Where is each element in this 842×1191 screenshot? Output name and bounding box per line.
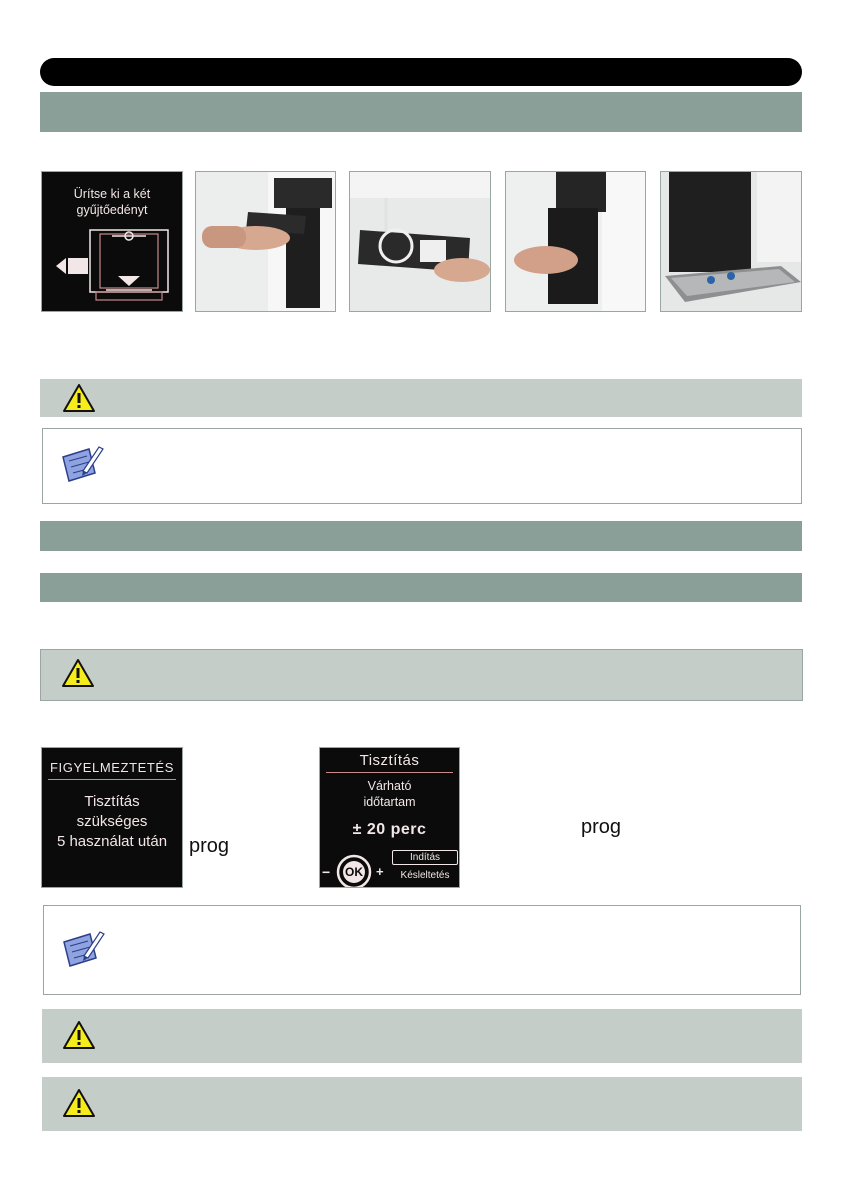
ok-dial-icon[interactable]	[336, 854, 372, 888]
prog-label: prog	[581, 816, 622, 838]
thumb-line-2: gyűjtőedényt	[76, 203, 148, 217]
warning-bar	[40, 379, 802, 417]
section-header-band-3	[40, 573, 802, 602]
photo-drip-tray-grid	[660, 171, 802, 312]
screen-line-3: 5 használat után	[56, 833, 168, 850]
prog-label: prog	[189, 835, 230, 857]
warning-triangle-icon	[62, 1020, 96, 1050]
start-button[interactable]: Indítás	[392, 850, 458, 865]
warning-triangle-icon	[62, 1088, 96, 1118]
top-black-bar	[40, 58, 802, 86]
minus-sign: −	[322, 864, 331, 880]
thumb-empty-containers-screen	[41, 171, 183, 312]
photo-drip-tray-rinsing	[349, 171, 491, 312]
note-box-2	[43, 905, 801, 995]
ok-label: OK	[345, 865, 363, 879]
duration-value: ± 20 perc	[352, 821, 427, 838]
warning-bar-3	[42, 1009, 802, 1063]
delay-label: Késleltetés	[400, 870, 450, 881]
warning-triangle-icon	[61, 658, 95, 688]
screen-line-1: Várható	[367, 779, 412, 793]
section-header-band-2	[40, 521, 802, 551]
display-cleaning-warning	[41, 747, 183, 888]
screen-line-1: Tisztítás	[84, 793, 140, 810]
display-cleaning-start	[319, 747, 460, 888]
photo-removing-drip-tray	[195, 171, 336, 312]
warning-triangle-icon	[62, 383, 96, 413]
warning-bar-4	[42, 1077, 802, 1131]
screen-divider	[48, 779, 176, 780]
note-box	[42, 428, 802, 504]
note-pencil-icon	[61, 443, 105, 483]
warning-box	[40, 649, 803, 701]
screen-line-2: szükséges	[76, 813, 148, 830]
thumb-line-1: Ürítse ki a két	[73, 187, 151, 201]
screen-line-2: időtartam	[363, 795, 416, 809]
plus-sign: +	[376, 864, 384, 879]
screen-header: FIGYELMEZTETÉS	[50, 760, 174, 775]
section-header-band	[40, 92, 802, 132]
note-pencil-icon	[62, 928, 106, 968]
screen-divider	[326, 772, 453, 773]
machine-outline-icon	[42, 172, 183, 312]
photo-reinserting-container	[505, 171, 646, 312]
screen-header: Tisztítás	[359, 752, 420, 769]
